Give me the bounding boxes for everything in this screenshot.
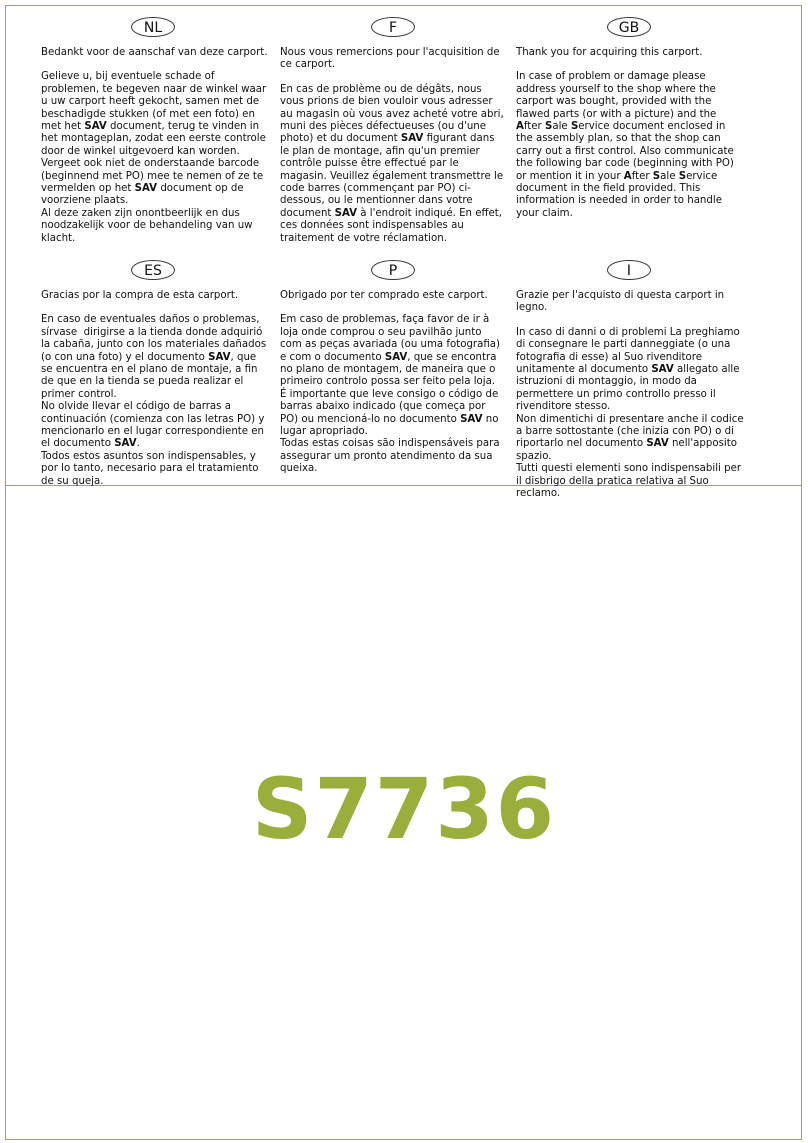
model-code: S7736 [251,760,557,858]
section-i [516,290,744,501]
body-text: In case of problem or damage please address yourself to the shop where the carport was bought, provided with the flawed parts (or with a picture) and the After Sale Service document enclosed in the assembly plan, so that the shop can carry out a first control. Also communicate the following bar code (beginning with PO) or mention it in your After Sale Service document in the field provided. This information is needed in order to handle your claim. [516,71,734,219]
intro-text: Bedankt voor de aanschaf van deze carport. [41,47,268,58]
body-text: En cas de problème ou de dégâts, nous vous prions de bien vouloir vous adresser au magasin où vous avez acheté votre abri, muni des pièces défectueuses (ou d'une photo) et du document SAV figurant dans le plan de montage, afin qu'un premier contrôle puisse être effectué par le magasin. Veuillez également transmettre le code barres (commençant par PO) ci-dessous, ou le mentionner dans votre document SAV à l'endroit indiqué. En effet, ces données sont indispensables au traitement de votre réclamation. [280,83,504,244]
body-text: Em caso de problemas, faça favor de ir à loja onde comprou o seu pavilhão junto com as peças avariada (ou uma fotografia) e com o documento SAV, que se encontra no plano de montagem, de maneira que o primeiro controlo possa ser feito pela loja. É importante que leve consigo o código de barras abaixo indicado (que começa por PO) ou mencioná-lo no documento SAV no lugar apropriado. Todas estas coisas são indispensáveis para assegurar um pronto atendimento da sua queixa. [280,314,500,475]
language-badge-es: ES [131,260,175,280]
intro-text: Obrigado por ter comprado este carport. [280,290,488,301]
language-badge-f: F [371,17,415,37]
section-nl [41,47,269,245]
language-badge-nl: NL [131,17,175,37]
intro-text: Gracias por la compra de esta carport. [41,290,239,301]
intro-text: Grazie per l'acquisto di questa carport in legno. [516,290,725,314]
body-text: En caso de eventuales daños o problemas, sírvase dirigirse a la tienda donde adquirió la cabaña, junto con los materiales dañados (o con una foto) y el documento SAV, que se encuentra en el plano de montaje, a fin de que en la tienda se pueda realizar el primer control. No olvide llevar el código de barras a continuación (comienza con las letras PO) y mencionarlo en el lugar correspondiente en el documento SAV. Todos estos asuntos son indispensables, y por lo tanto, necesario para el tratamiento de su queja. [41,314,267,487]
section-gb [516,47,744,220]
language-badge-i: I [607,260,651,280]
section-p [280,290,506,476]
section-es [41,290,269,488]
body-text: Gelieve u, bij eventuele schade of problemen, te begeven naar de winkel waar u uw carport heeft gekocht, samen met de beschadigde stukken (of met een foto) en met het SAV document, terug te vinden in het montageplan, zodat een eerste controle door de winkel uitgevoerd kan worden. Vergeet ook niet de onderstaande barcode (beginnend met PO) mee te nemen of ze te vermelden op het SAV document op de voorziene plaats. Al deze zaken zijn onontbeerlijk en dus noodzakelijk voor de behandeling van uw klacht. [41,71,267,244]
language-badge-gb: GB [607,17,651,37]
intro-text: Thank you for acquiring this carport. [516,47,703,58]
intro-text: Nous vous remercions pour l'acquisition de ce carport. [280,47,500,71]
section-f [280,47,506,245]
body-text: In caso di danni o di problemi La preghiamo di consegnare le parti danneggiate (o una fotografia di esse) al Suo rivenditore unitamente al documento SAV allegato alle istruzioni di montaggio, in modo da permettere un primo controllo presso il rivenditore stesso. Non dimentichi di presentare anche il codice a barre sottostante (che inizia con PO) o di riportarlo nel documento SAV nell'apposito spazio. Tutti questi elementi sono indispensabili per il disbrigo della pratica relativa al Suo reclamo. [516,326,744,500]
language-badge-p: P [371,260,415,280]
